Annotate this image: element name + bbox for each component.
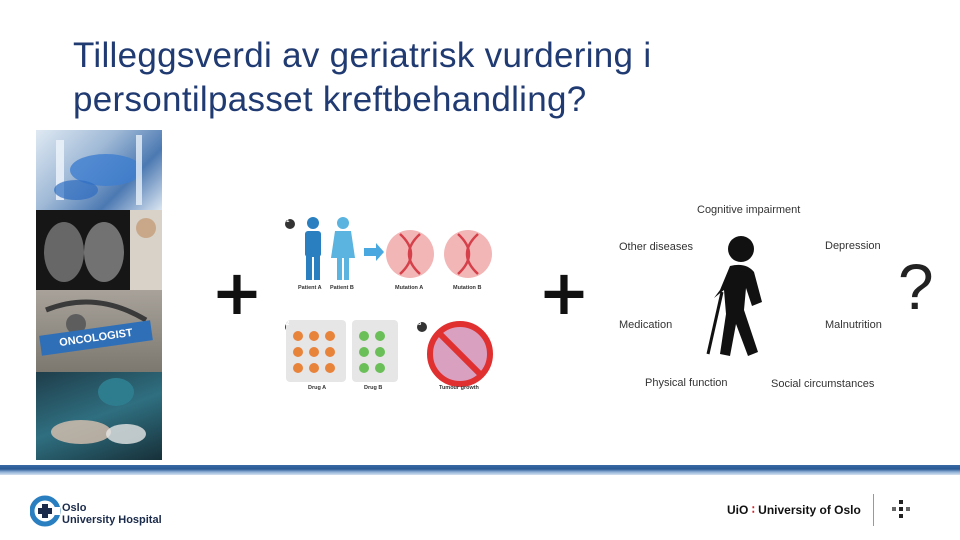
plus-sign-1: + [211, 256, 263, 329]
physical-function-label: Physical function [645, 377, 728, 389]
mutation-a-label: Mutation A [395, 285, 424, 291]
surgery-photo [36, 372, 162, 460]
lab-glove-graphic [36, 130, 162, 210]
step-2-badge: 2 [286, 321, 290, 327]
drug-a-label: Drug A [308, 385, 327, 391]
patient-a-label: Patient A [298, 285, 322, 291]
uio-separator: ∶ [751, 503, 755, 517]
drug-b-label: Drug B [364, 385, 383, 391]
xray-graphic [36, 210, 162, 290]
step-3-badge: 3 [418, 321, 422, 327]
ous-line-1: Oslo [62, 502, 87, 514]
medication-label: Medication [619, 319, 673, 331]
uio-logo [727, 503, 861, 517]
ous-logo-text [62, 502, 162, 526]
patient-b-label: Patient B [330, 285, 354, 291]
footer-divider [873, 494, 874, 526]
uio-name: University of Oslo [758, 503, 861, 517]
depression-label: Depression [825, 240, 881, 252]
stethoscope-photo [36, 290, 162, 372]
ous-line-2: University Hospital [62, 514, 162, 526]
slide-title [73, 34, 833, 122]
precision-medicine-diagram [282, 212, 502, 397]
malnutrition-label: Malnutrition [825, 319, 882, 331]
xray-photo [36, 210, 162, 290]
title-line-1: Tilleggsverdi av geriatrisk vurdering i [73, 36, 652, 75]
other-diseases-label: Other diseases [619, 241, 693, 253]
cognitive-impairment-label: Cognitive impairment [697, 204, 801, 216]
precision-medicine-graphic [282, 212, 502, 397]
question-mark: ? [898, 251, 934, 323]
plus-sign-2: + [538, 256, 590, 329]
uio-emblem-icon [888, 498, 914, 524]
uio-abbreviation: UiO [727, 503, 749, 517]
elderly-person-icon [700, 232, 790, 362]
social-circumstances-label: Social circumstances [771, 378, 875, 390]
tumour-growth-label: Tumour growth [439, 385, 479, 391]
mutation-b-label: Mutation B [453, 285, 482, 291]
step-1-badge: 1 [286, 218, 290, 224]
title-line-2: persontilpasset kreftbehandling? [73, 80, 587, 119]
footer-bar [0, 465, 960, 475]
oncologist-tag: ONCOLOGIST [39, 320, 153, 355]
surgery-graphic [36, 372, 162, 460]
laboratory-photo [36, 130, 162, 210]
